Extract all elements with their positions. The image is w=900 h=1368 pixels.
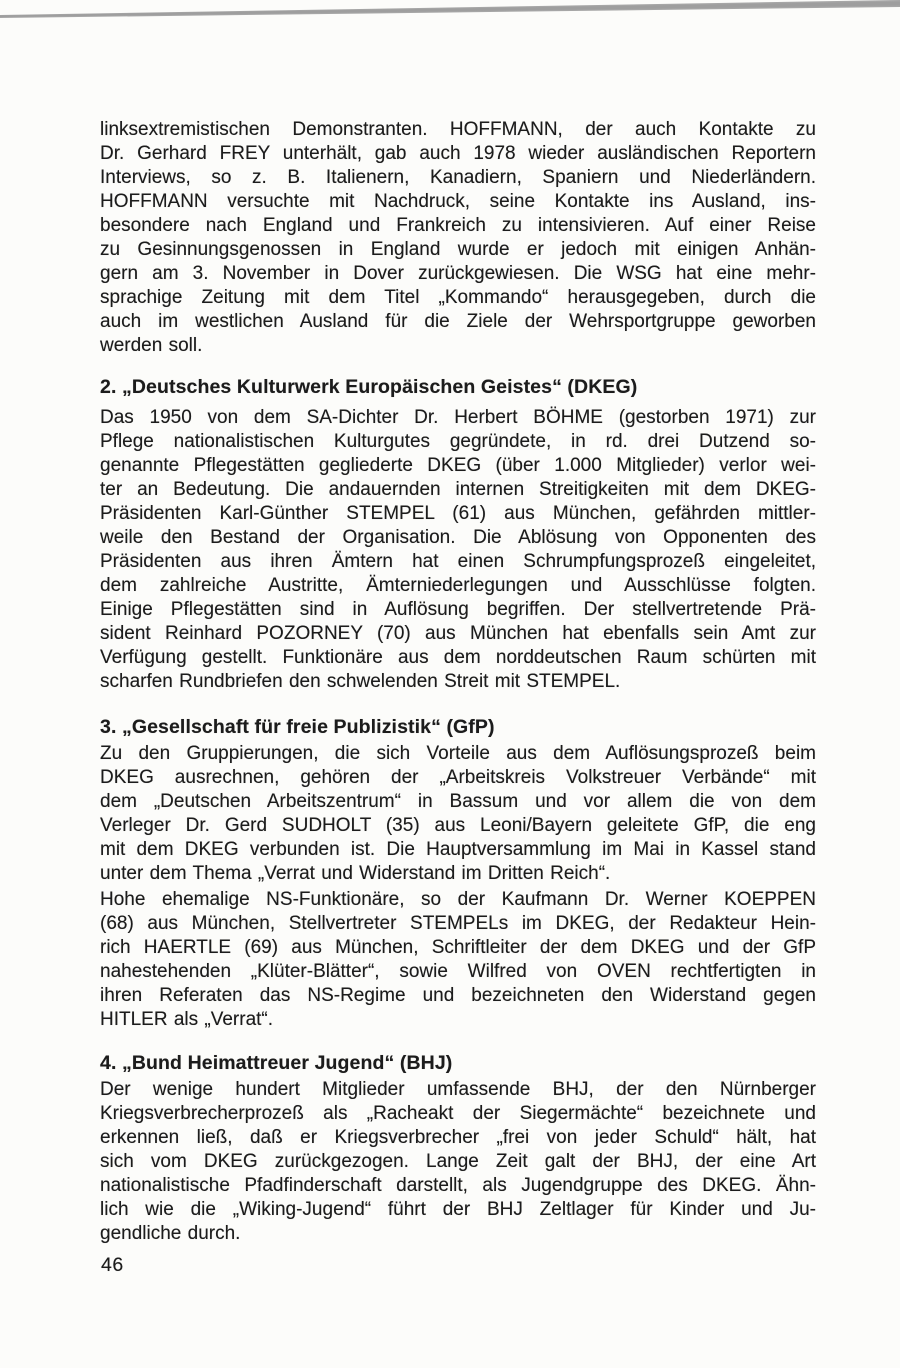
paragraph-gfp-line: dem „Deutschen Arbeitszentrum“ in Bassum und vor allem die von dem: [100, 791, 816, 812]
paragraph-dkeg-line: Präsidenten Karl-Günther STEMPEL (61) aus München, gefährden mittler-: [100, 503, 816, 524]
paragraph-ns-funktionaere-line: Hohe ehemalige NS-Funktionäre, so der Kaufmann Dr. Werner KOEPPEN: [100, 889, 816, 910]
paragraph-dkeg-line: genannte Pflegestätten gegliederte DKEG (über 1.000 Mitglieder) verlor wei-: [100, 455, 816, 476]
paragraph-ns-funktionaere-line: ihren Referaten das NS-Regime und bezeichneten den Widerstand gegen: [100, 985, 816, 1006]
paragraph-hoffmann-wsg-line: Interviews, so z. B. Italienern, Kanadiern, Spaniern und Niederländern.: [100, 167, 816, 188]
paragraph-gfp-line: Zu den Gruppierungen, die sich Vorteile aus dem Auflösungsprozeß beim: [100, 743, 816, 764]
paragraph-bhj-line: Der wenige hundert Mitglieder umfassende BHJ, der den Nürnberger: [100, 1079, 816, 1100]
paragraph-hoffmann-wsg-line: werden soll.: [100, 335, 203, 356]
paragraph-bhj-line: erkennen ließ, daß er Kriegsverbrecher „frei von jeder Schuld“ hält, hat: [100, 1127, 816, 1148]
paragraph-ns-funktionaere-line: rich HAERTLE (69) aus München, Schriftleiter der dem DKEG und der GfP: [100, 937, 816, 958]
paragraph-dkeg-line: scharfen Rundbriefen den schwelenden Streit mit STEMPEL.: [100, 671, 621, 692]
paragraph-hoffmann-wsg-line: auch im westlichen Ausland für die Ziele der Wehrsportgruppe geworben: [100, 311, 816, 332]
paragraph-dkeg: [100, 406, 816, 694]
paragraph-gfp-line: unter dem Thema „Verrat und Widerstand im Dritten Reich“.: [100, 863, 611, 884]
paragraph-dkeg-line: dem zahlreiche Austritte, Ämterniederlegungen und Ausschlüsse folgten.: [100, 575, 816, 596]
paragraph-hoffmann-wsg-line: Dr. Gerhard FREY unterhält, gab auch 1978 wieder ausländischen Reportern: [100, 143, 816, 164]
paragraph-hoffmann-wsg-line: linksextremistischen Demonstranten. HOFFMANN, der auch Kontakte zu: [100, 119, 816, 140]
paragraph-bhj-line: gendliche durch.: [100, 1223, 241, 1244]
paragraph-dkeg-line: ter an Bedeutung. Die andauernden internen Streitigkeiten mit dem DKEG-: [100, 479, 816, 500]
paragraph-dkeg-line: sident Reinhard POZORNEY (70) aus München hat ebenfalls sein Amt zur: [100, 623, 816, 644]
paragraph-bhj-line: nationalistische Pfadfinderschaft darstellt, als Jugendgruppe des DKEG. Ähn-: [100, 1175, 816, 1196]
paragraph-hoffmann-wsg-line: sprachige Zeitung mit dem Titel „Kommando“ herausgegeben, durch die: [100, 287, 816, 308]
paragraph-ns-funktionaere: [100, 888, 816, 1032]
paragraph-ns-funktionaere-line: HITLER als „Verrat“.: [100, 1009, 274, 1030]
paragraph-ns-funktionaere-line: nahestehenden „Klüter-Blätter“, sowie Wilfred von OVEN rechtfertigten in: [100, 961, 816, 982]
heading-gfp: 3. „Gesellschaft für freie Publizistik“ (GfP): [100, 716, 495, 738]
page-number: 46: [101, 1254, 124, 1276]
paragraph-bhj-line: Kriegsverbrecherprozeß als „Racheakt der Siegermächte“ bezeichnete und: [100, 1103, 816, 1124]
paragraph-dkeg-line: Pflege nationalistischen Kulturgutes gegründete, in rd. drei Dutzend so-: [100, 431, 816, 452]
paragraph-hoffmann-wsg-line: HOFFMANN versuchte mit Nachdruck, seine Kontakte ins Ausland, ins-: [100, 191, 816, 212]
paragraph-bhj-line: sich vom DKEG zurückgezogen. Lange Zeit galt der BHJ, der eine Art: [100, 1151, 816, 1172]
paragraph-dkeg-line: Präsidenten aus ihren Ämtern hat einen Schrumpfungsprozeß eingeleitet,: [100, 551, 816, 572]
text-column: [100, 0, 816, 1246]
paragraph-hoffmann-wsg-line: gern am 3. November in Dover zurückgewiesen. Die WSG hat eine mehr-: [100, 263, 816, 284]
paragraph-gfp-line: DKEG ausrechnen, gehören der „Arbeitskreis Volkstreuer Verbände“ mit: [100, 767, 816, 788]
paragraph-ns-funktionaere-line: (68) aus München, Stellvertreter STEMPELs im DKEG, der Redakteur Hein-: [100, 913, 816, 934]
paragraph-dkeg-line: weile den Bestand der Organisation. Die Ablösung von Opponenten des: [100, 527, 816, 548]
paragraph-bhj: [100, 1078, 816, 1246]
paragraph-bhj-line: lich wie die „Wiking-Jugend“ führt der BHJ Zeltlager für Kinder und Ju-: [100, 1199, 816, 1220]
paragraph-dkeg-line: Das 1950 von dem SA-Dichter Dr. Herbert BÖHME (gestorben 1971) zur: [100, 407, 816, 428]
heading-dkeg: 2. „Deutsches Kulturwerk Europäischen Geistes“ (DKEG): [100, 376, 638, 398]
paragraph-gfp-line: mit dem DKEG verbunden ist. Die Hauptversammlung im Mai in Kassel stand: [100, 839, 816, 860]
paragraph-dkeg-line: Verfügung gestellt. Funktionäre aus dem norddeutschen Raum schürten mit: [100, 647, 816, 668]
paragraph-hoffmann-wsg-line: besondere nach England und Frankreich zu intensivieren. Auf einer Reise: [100, 215, 816, 236]
paragraph-hoffmann-wsg-line: zu Gesinnungsgenossen in England wurde er jedoch mit einigen Anhän-: [100, 239, 816, 260]
paragraph-dkeg-line: Einige Pflegestätten sind in Auflösung begriffen. Der stellvertretende Prä-: [100, 599, 816, 620]
paragraph-gfp-line: Verleger Dr. Gerd SUDHOLT (35) aus Leoni/Bayern geleitete GfP, die eng: [100, 815, 816, 836]
heading-bhj: 4. „Bund Heimattreuer Jugend“ (BHJ): [100, 1052, 453, 1074]
paragraph-hoffmann-wsg: [100, 118, 816, 358]
paragraph-gfp: [100, 742, 816, 886]
